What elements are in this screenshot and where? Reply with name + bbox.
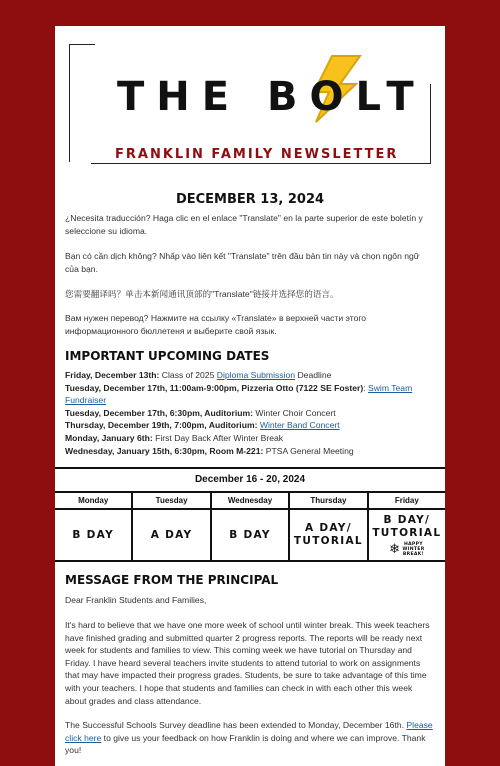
day-header: Tuesday <box>133 493 211 510</box>
event-list <box>65 369 435 457</box>
diploma-submission-link[interactable]: Diploma Submission <box>216 370 296 380</box>
principal-greeting: Dear Franklin Students and Families, <box>65 595 207 605</box>
day-header: Friday <box>369 493 445 510</box>
upcoming-dates-heading: IMPORTANT UPCOMING DATES <box>65 349 270 363</box>
translation-spanish: ¿Necesita traducción? Haga clic en el enlace "Translate" en la parte superior de este boletín y seleccione su idioma. <box>65 213 423 236</box>
translation-russian: Вам нужен перевод? Нажмите на ссылку «Translate» в верхней части этого информационного бюллетеня и выберите свой язык. <box>65 313 367 336</box>
masthead-frame-left <box>69 44 70 162</box>
day-type-cell: B DAY <box>55 510 133 562</box>
principal-message-body: It's hard to believe that we have one more week of school until winter break. This week teachers have finished grading and submitted quarter 2 progress reports. The reports will be ready next week for students and families to view. This coming week we have tutorial on Thursday and Friday. I have heard several teachers invite students to attend tutorial to work on assignments that may have impacted their progress grades. Students, be sure to take advantage of this time with your teachers. I hope that students and families can check in with each other this week about grades and class attendance. <box>65 620 430 706</box>
weekly-schedule <box>55 467 445 565</box>
day-type-label: B DAY/ TUTORIAL <box>372 514 442 539</box>
schedule-type-row <box>55 510 445 562</box>
event-item: Tuesday, December 17th, 6:30pm, Auditorium: Winter Choir Concert <box>65 407 336 418</box>
principal-message-heading: MESSAGE FROM THE PRINCIPAL <box>65 573 279 587</box>
swim-team-fundraiser-link[interactable]: Swim Team Fundraiser <box>65 382 413 406</box>
snowflake-icon: ❄ <box>389 542 401 557</box>
day-type-cell: A DAY <box>133 510 211 562</box>
winter-break-label: HAPPY WINTER BREAK! <box>402 542 425 557</box>
newsletter-sheet <box>55 26 445 766</box>
translation-chinese: 您需要翻译吗？单击本新闻通讯顶部的"Translate"链接并选择您的语言。 <box>65 289 339 299</box>
event-item: Monday, January 6th: First Day Back After Winter Break <box>65 432 284 443</box>
event-item: Tuesday, December 17th, 11:00am-9:00pm, Pizzeria Otto (7122 SE Foster): Swim Team Fundraiser <box>65 382 413 406</box>
day-type-cell: A DAY/ TUTORIAL <box>290 510 368 562</box>
day-type-cell: B DAY <box>212 510 290 562</box>
survey-link[interactable]: Please click here <box>65 720 433 743</box>
event-item: Thursday, December 19th, 7:00pm, Auditorium: Winter Band Concert <box>65 420 340 431</box>
event-item: Friday, December 13th: Class of 2025 Diploma Submission Deadline <box>65 370 332 380</box>
masthead-frame-bottom <box>91 163 431 164</box>
issue-date: DECEMBER 13, 2024 <box>175 192 325 207</box>
day-header: Wednesday <box>212 493 290 510</box>
masthead-frame-right <box>430 84 431 164</box>
day-type-cell-friday <box>369 510 445 562</box>
winter-break-note <box>389 542 424 557</box>
translation-vietnamese: Bạn có cần dịch không? Nhấp vào liên kết "Translate" trên đầu bản tin này và chọn ngôn ngữ của bạn. <box>65 251 420 274</box>
day-header: Monday <box>55 493 133 510</box>
event-item: Wednesday, January 15th, 6:30pm, Room M-221: PTSA General Meeting <box>65 445 354 456</box>
day-header: Thursday <box>290 493 368 510</box>
masthead <box>69 44 431 164</box>
survey-paragraph: The Successful Schools Survey deadline has been extended to Monday, December 16th. Please click here to give us your feedback on how Franklin is doing and where we can improve. Thank you! <box>65 720 433 756</box>
newsletter-subtitle: FRANKLIN FAMILY NEWSLETTER <box>115 147 399 162</box>
schedule-day-row <box>55 493 445 510</box>
newsletter-title: THE BOLT <box>117 74 426 120</box>
winter-band-concert-link[interactable]: Winter Band Concert <box>259 420 340 431</box>
schedule-title: December 16 - 20, 2024 <box>55 467 445 493</box>
masthead-frame-top <box>69 44 95 45</box>
